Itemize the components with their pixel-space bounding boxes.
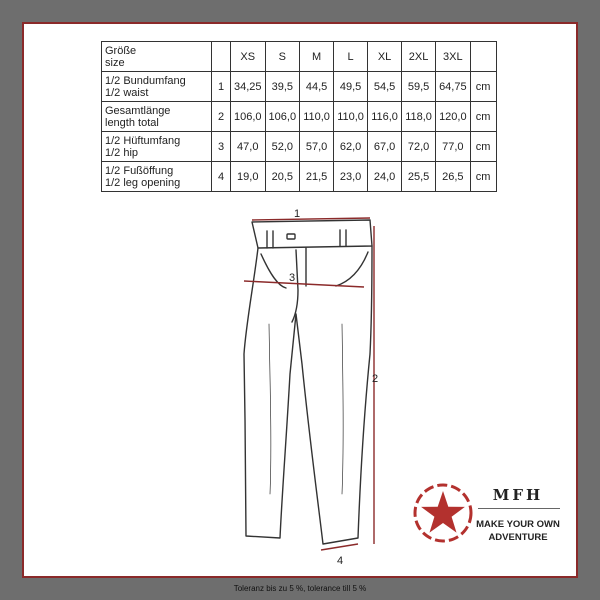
marker-2: 2 [372,373,379,385]
measurement-cell: 120,0 [436,102,471,132]
marker-4: 4 [337,555,344,567]
unit-cell: cm [470,162,496,192]
row-index-cell: 1 [212,72,231,102]
measurement-cell: 118,0 [402,102,436,132]
tolerance-note: Toleranz bis zu 5 %, tolerance till 5 % [233,584,367,593]
size-header-cell: S [265,42,300,72]
row-label-cell: Gesamtlänge length total [102,102,212,132]
belt-loop-right [340,230,346,246]
measurement-cell: 24,0 [368,162,402,192]
measurement-cell: 23,0 [334,162,368,192]
size-header-cell: XS [231,42,266,72]
brand-tagline [470,518,566,544]
marker-3: 3 [289,272,296,284]
row-label-cell: 1/2 Fußöffung 1/2 leg opening [102,162,212,192]
unit-cell: cm [470,72,496,102]
measurement-cell: 26,5 [436,162,471,192]
measurement-cell: 116,0 [368,102,402,132]
measurement-cell: 57,0 [300,132,334,162]
size-header-cell: L [334,42,368,72]
measurement-cell: 77,0 [436,132,471,162]
measurement-cell: 20,5 [265,162,300,192]
brand-divider [478,508,560,509]
size-header-cell: M [300,42,334,72]
unit-cell: cm [470,132,496,162]
marker-1: 1 [294,208,301,220]
brand-name: MFH [492,486,544,504]
row-index-cell: 2 [212,102,231,132]
measurement-cell: 34,25 [231,72,266,102]
measurement-cell: 19,0 [231,162,266,192]
header-label-cell: Größe size [102,42,212,72]
measurement-cell: 47,0 [231,132,266,162]
unit-cell: cm [470,102,496,132]
measurement-cell: 39,5 [265,72,300,102]
size-header-cell: 3XL [436,42,471,72]
measurement-cell: 54,5 [368,72,402,102]
pocket-right [336,252,368,286]
size-header-cell: XL [368,42,402,72]
row-index-cell: 4 [212,162,231,192]
measurement-cell: 25,5 [402,162,436,192]
measurement-cell: 59,5 [402,72,436,102]
tagline-line-2: ADVENTURE [488,532,548,543]
waistband-outline [252,220,372,248]
star-logo-icon [412,482,474,544]
tagline-line-1: MAKE YOUR OWN [476,519,560,530]
size-header-cell: 2XL [402,42,436,72]
row-label-cell: 1/2 Hüftumfang 1/2 hip [102,132,212,162]
row-index-cell: 3 [212,132,231,162]
measurement-cell: 49,5 [334,72,368,102]
measurement-cell: 72,0 [402,132,436,162]
measurement-cell: 106,0 [231,102,266,132]
measure-line-leg-opening [321,544,358,550]
belt-loop-left [267,231,273,248]
measurement-cell: 62,0 [334,132,368,162]
pants-outline [244,246,372,544]
waist-button [287,234,295,239]
measurement-cell: 64,75 [436,72,471,102]
size-chart-card [22,22,578,578]
measurement-cell: 110,0 [300,102,334,132]
measurement-cell: 110,0 [334,102,368,132]
measurement-cell: 106,0 [265,102,300,132]
measurement-cell: 21,5 [300,162,334,192]
row-label-cell: 1/2 Bundumfang 1/2 waist [102,72,212,102]
measurement-cell: 44,5 [300,72,334,102]
measurement-cell: 67,0 [368,132,402,162]
mfh-logo [412,482,562,562]
measurement-cell: 52,0 [265,132,300,162]
fly-stitch [292,250,298,322]
